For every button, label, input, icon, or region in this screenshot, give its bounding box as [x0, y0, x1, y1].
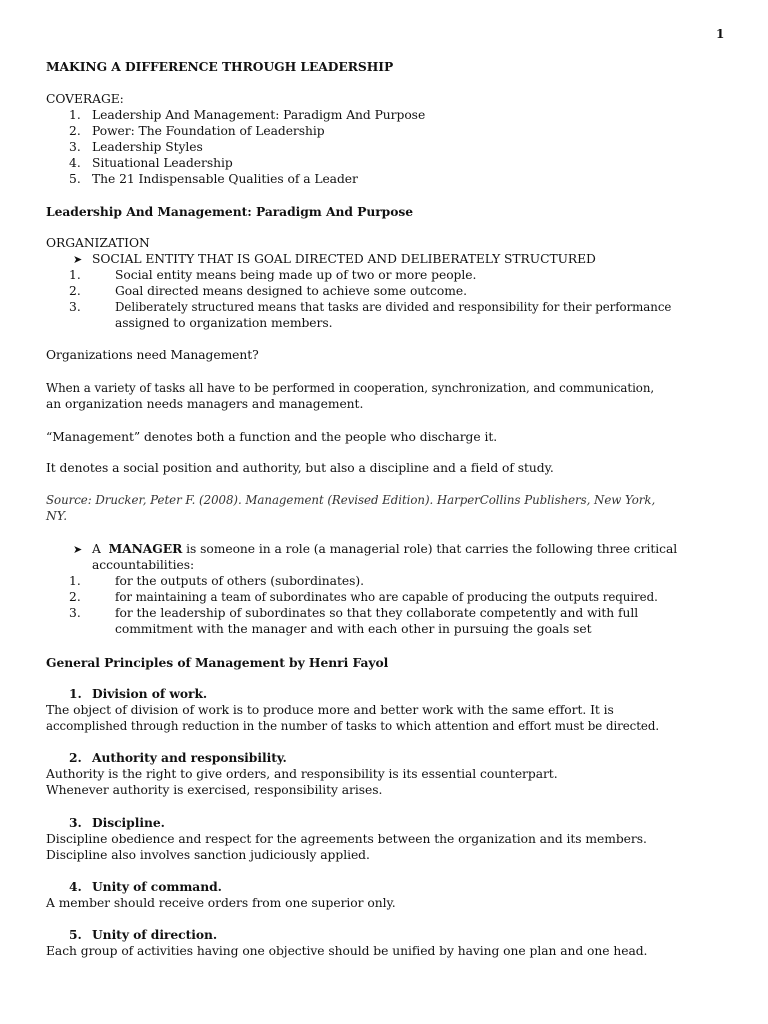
manager-item: for the outputs of others (subordinates).: [115, 574, 364, 588]
organization-heading: ORGANIZATION: [46, 236, 150, 250]
principles-heading: General Principles of Management by Henri Fayol: [46, 655, 389, 670]
manager-rest: is someone in a role (a managerial role) that carries the following three critical: [186, 542, 678, 556]
org-item-num: 1.: [69, 268, 81, 282]
paragraph-line: an organization needs managers and management.: [46, 397, 364, 411]
source-citation: NY.: [46, 509, 68, 523]
principle-num: 4.: [69, 879, 82, 894]
document-title: MAKING A DIFFERENCE THROUGH LEADERSHIP: [46, 59, 394, 74]
principle-num: 5.: [69, 927, 82, 942]
coverage-item: Situational Leadership: [92, 156, 233, 170]
coverage-item: Leadership And Management: Paradigm And Purpose: [92, 108, 426, 122]
manager-item-continuation: commitment with the manager and with each other in pursuing the goals set: [115, 622, 592, 636]
org-item: Goal directed means designed to achieve some outcome.: [115, 284, 467, 298]
principle-title: Unity of command.: [92, 879, 222, 894]
manager-keyword: MANAGER: [108, 541, 183, 556]
paragraph-line: When a variety of tasks all have to be performed in cooperation, synchronization, and communication,: [46, 381, 655, 395]
org-item: Deliberately structured means that tasks are divided and responsibility for their performance: [115, 300, 672, 314]
principle-text: A member should receive orders from one superior only.: [46, 896, 396, 910]
paragraph-line: “Management” denotes both a function and the people who discharge it.: [46, 430, 498, 444]
principle-text: The object of division of work is to produce more and better work with the same effort. It is: [46, 703, 614, 717]
principle-title: Unity of direction.: [92, 927, 218, 942]
paragraph-line: It denotes a social position and authority, but also a discipline and a field of study.: [46, 461, 554, 475]
manager-item-num: 2.: [69, 590, 81, 604]
coverage-heading: COVERAGE:: [46, 92, 124, 106]
principle-title: Authority and responsibility.: [92, 750, 287, 765]
coverage-item: Power: The Foundation of Leadership: [92, 124, 325, 138]
manager-item-num: 1.: [69, 574, 81, 588]
manager-prefix: A: [92, 542, 101, 556]
coverage-item: Leadership Styles: [92, 140, 203, 154]
manager-item-num: 3.: [69, 606, 81, 620]
principle-text: Each group of activities having one objective should be unified by having one plan and one head.: [46, 944, 648, 958]
org-item-num: 3.: [69, 300, 81, 314]
principle-title: Division of work.: [92, 686, 208, 701]
organization-definition: SOCIAL ENTITY THAT IS GOAL DIRECTED AND DELIBERATELY STRUCTURED: [92, 252, 596, 266]
coverage-item-num: 1.: [69, 108, 81, 122]
arrow-bullet-icon: ➤: [73, 543, 83, 556]
manager-item: for the leadership of subordinates so that they collaborate competently and with full: [115, 606, 639, 620]
principle-text: Whenever authority is exercised, responsibility arises.: [46, 783, 383, 797]
manager-item: for maintaining a team of subordinates who are capable of producing the outputs required.: [115, 590, 658, 604]
principle-title: Discipline.: [92, 815, 165, 830]
coverage-item: The 21 Indispensable Qualities of a Leader: [92, 172, 358, 186]
principle-text: Authority is the right to give orders, and responsibility is its essential counterpart.: [46, 767, 558, 781]
coverage-item-num: 5.: [69, 172, 81, 186]
page-number: 1: [716, 27, 725, 41]
org-item-num: 2.: [69, 284, 81, 298]
coverage-item-num: 4.: [69, 156, 81, 170]
principle-text: Discipline also involves sanction judiciously applied.: [46, 848, 370, 862]
org-item: Social entity means being made up of two or more people.: [115, 268, 477, 282]
question-line: Organizations need Management?: [46, 348, 259, 362]
source-citation: Source: Drucker, Peter F. (2008). Management (Revised Edition). HarperCollins Publishers, New York,: [46, 493, 656, 507]
section-heading: Leadership And Management: Paradigm And Purpose: [46, 204, 414, 219]
principle-text: Discipline obedience and respect for the agreements between the organization and its members.: [46, 832, 647, 846]
principle-num: 1.: [69, 686, 82, 701]
coverage-item-num: 2.: [69, 124, 81, 138]
principle-num: 2.: [69, 750, 82, 765]
coverage-item-num: 3.: [69, 140, 81, 154]
principle-text: accomplished through reduction in the number of tasks to which attention and effort must be directed.: [46, 719, 660, 733]
principle-num: 3.: [69, 815, 82, 830]
arrow-bullet-icon: ➤: [73, 253, 83, 266]
manager-definition: [92, 541, 677, 557]
manager-definition-continuation: accountabilities:: [92, 558, 195, 572]
org-item-continuation: assigned to organization members.: [115, 316, 333, 330]
